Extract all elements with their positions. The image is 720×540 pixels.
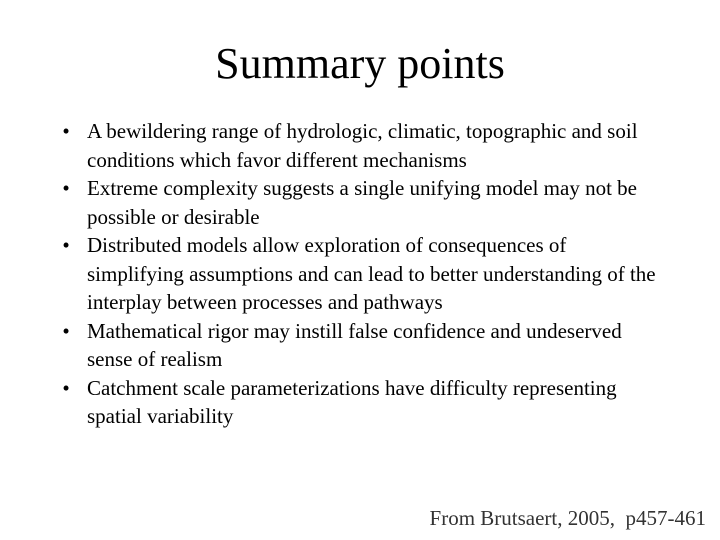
bullet-text: Distributed models allow exploration of consequences of simplifying assumptions and can lead to better understanding of the interplay between processes and pathways — [87, 233, 656, 314]
bullet-text: A bewildering range of hydrologic, climatic, topographic and soil conditions which favor different mechanisms — [87, 119, 638, 172]
bullet-item — [56, 174, 666, 231]
slide-title: Summary points — [215, 39, 505, 88]
bullet-item — [56, 374, 666, 431]
bullet-item — [56, 317, 666, 374]
bullet-item — [56, 117, 666, 174]
source-citation: From Brutsaert, 2005, p457-461 — [429, 506, 706, 530]
bullet-list — [56, 117, 666, 431]
bullet-text: Catchment scale parameterizations have difficulty representing spatial variability — [87, 375, 617, 428]
bullet-item — [56, 231, 666, 317]
bullet-text: Mathematical rigor may instill false confidence and undeserved sense of realism — [87, 318, 622, 371]
bullet-text: Extreme complexity suggests a single unifying model may not be possible or desirable — [87, 176, 637, 229]
bullet-marker-icon: • — [62, 233, 70, 257]
bullet-marker-icon: • — [62, 375, 70, 400]
bullet-marker-icon: • — [62, 119, 70, 143]
bullet-marker-icon: • — [62, 318, 70, 343]
bullet-marker-icon: • — [62, 176, 70, 200]
